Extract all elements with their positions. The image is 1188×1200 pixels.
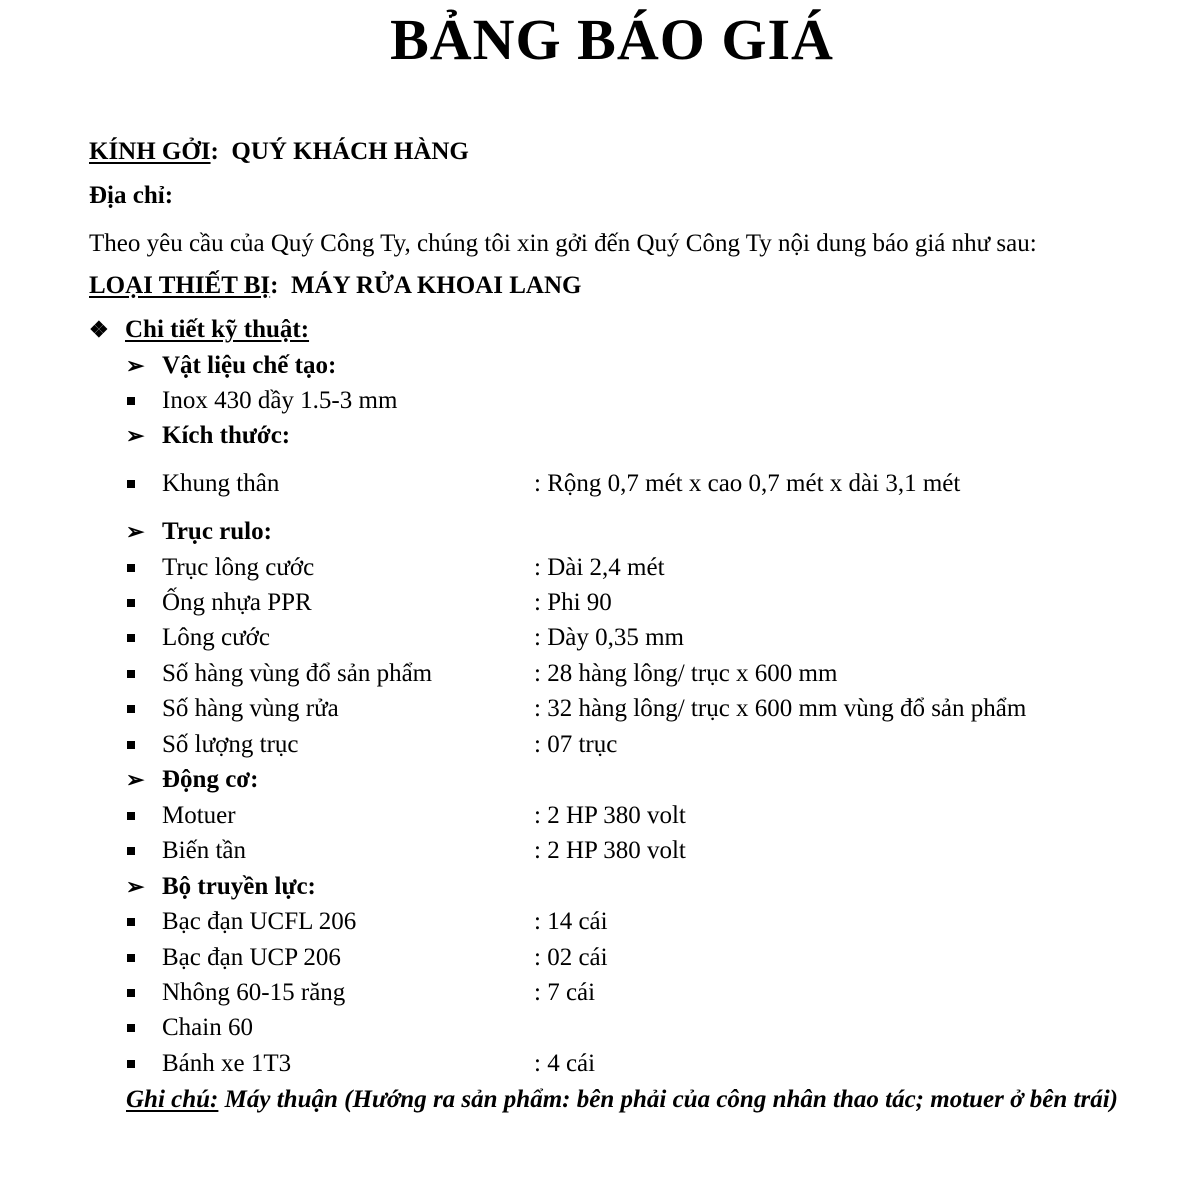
arrow-bullet-icon: ➢ bbox=[126, 519, 145, 544]
document-title: BẢNG BÁO GIÁ bbox=[390, 7, 834, 72]
square-bullet-icon bbox=[127, 634, 135, 642]
item-label: Lông cước bbox=[162, 624, 270, 651]
list-item bbox=[0, 978, 1188, 1008]
item-value: : Rộng 0,7 mét x cao 0,7 mét x dài 3,1 mét bbox=[534, 470, 961, 497]
item-label: Chain 60 bbox=[162, 1014, 253, 1041]
specs-heading-row bbox=[0, 315, 1188, 345]
square-bullet-icon bbox=[127, 812, 135, 820]
item-value: : Phi 90 bbox=[534, 589, 612, 616]
arrow-bullet-icon: ➢ bbox=[126, 767, 145, 792]
square-bullet-icon bbox=[127, 480, 135, 488]
item-label: Nhông 60-15 răng bbox=[162, 979, 346, 1006]
square-bullet-icon bbox=[127, 564, 135, 572]
section-size-heading-row bbox=[0, 421, 1188, 451]
note bbox=[126, 1083, 1156, 1117]
intro-text: Theo yêu cầu của Quý Công Ty, chúng tôi xin gởi đến Quý Công Ty nội dung báo giá như sau: bbox=[89, 230, 1037, 257]
list-item bbox=[0, 694, 1188, 724]
square-bullet-icon bbox=[127, 670, 135, 678]
item-label: Bánh xe 1T3 bbox=[162, 1050, 292, 1077]
item-value: : 02 cái bbox=[534, 944, 608, 971]
recipient-line bbox=[89, 137, 469, 167]
recipient-colon: : bbox=[210, 138, 219, 165]
item-value: : 07 trục bbox=[534, 731, 618, 758]
item-value: : 28 hàng lông/ trục x 600 mm bbox=[534, 660, 838, 687]
item-label: Bạc đạn UCFL 206 bbox=[162, 908, 357, 935]
section-transmission-heading: Bộ truyền lực: bbox=[162, 873, 316, 900]
item-value: : 7 cái bbox=[534, 979, 596, 1006]
square-bullet-icon bbox=[127, 599, 135, 607]
specs-heading: Chi tiết kỹ thuật: bbox=[125, 316, 310, 343]
section-material-heading-row bbox=[0, 351, 1188, 381]
section-size-heading: Kích thước: bbox=[162, 422, 291, 449]
equipment-label: LOẠI THIẾT BỊ bbox=[89, 272, 271, 299]
list-item bbox=[0, 1049, 1188, 1079]
item-value: : Dài 2,4 mét bbox=[534, 554, 665, 581]
section-material-heading: Vật liệu chế tạo: bbox=[162, 352, 337, 379]
list-item bbox=[0, 623, 1188, 653]
item-value: : 14 cái bbox=[534, 908, 608, 935]
item-value: : 32 hàng lông/ trục x 600 mm vùng đổ sản phẩm bbox=[534, 695, 1027, 722]
square-bullet-icon bbox=[127, 741, 135, 749]
list-item bbox=[0, 1013, 1188, 1043]
section-roller-heading: Trục rulo: bbox=[162, 518, 272, 545]
list-item bbox=[0, 836, 1188, 866]
square-bullet-icon bbox=[127, 954, 135, 962]
address-label: Địa chỉ: bbox=[89, 182, 174, 209]
square-bullet-icon bbox=[127, 1024, 135, 1032]
item-label: Số hàng vùng rửa bbox=[162, 695, 339, 722]
arrow-bullet-icon: ➢ bbox=[126, 353, 145, 378]
item-label: Số lượng trục bbox=[162, 731, 299, 758]
arrow-bullet-icon: ➢ bbox=[126, 874, 145, 899]
square-bullet-icon bbox=[127, 847, 135, 855]
equipment-line bbox=[89, 271, 581, 301]
item-label: Trục lông cước bbox=[162, 554, 315, 581]
item-value: : 2 HP 380 volt bbox=[534, 837, 686, 864]
section-roller-heading-row bbox=[0, 517, 1188, 547]
item-label: Biến tần bbox=[162, 837, 247, 864]
list-item bbox=[0, 730, 1188, 760]
note-text: Máy thuận (Hướng ra sản phẩm: bên phải của công nhân thao tác; motuer ở bên trái) bbox=[218, 1086, 1118, 1113]
recipient-label: KÍNH GỞI bbox=[89, 138, 211, 165]
list-item bbox=[0, 386, 1188, 416]
recipient-value: QUÝ KHÁCH HÀNG bbox=[231, 138, 469, 165]
note-label: Ghi chú: bbox=[126, 1086, 219, 1113]
item-label: Ống nhựa PPR bbox=[162, 589, 312, 616]
item-label: Khung thân bbox=[162, 470, 280, 497]
square-bullet-icon bbox=[127, 989, 135, 997]
list-item bbox=[0, 469, 1188, 499]
list-item bbox=[0, 553, 1188, 583]
section-motor-heading-row bbox=[0, 765, 1188, 795]
equipment-value: MÁY RỬA KHOAI LANG bbox=[290, 272, 582, 299]
item-value: : Dày 0,35 mm bbox=[534, 624, 684, 651]
section-motor-heading: Động cơ: bbox=[162, 766, 259, 793]
square-bullet-icon bbox=[127, 705, 135, 713]
list-item bbox=[0, 801, 1188, 831]
item-label: Số hàng vùng đổ sản phẩm bbox=[162, 660, 433, 687]
item-label: Inox 430 dầy 1.5-3 mm bbox=[162, 387, 398, 414]
equipment-colon: : bbox=[270, 272, 279, 299]
item-value: : 2 HP 380 volt bbox=[534, 802, 686, 829]
item-label: Motuer bbox=[162, 802, 236, 829]
section-transmission-heading-row bbox=[0, 872, 1188, 902]
square-bullet-icon bbox=[127, 918, 135, 926]
list-item bbox=[0, 943, 1188, 973]
item-value: : 4 cái bbox=[534, 1050, 596, 1077]
list-item bbox=[0, 659, 1188, 689]
square-bullet-icon bbox=[127, 397, 135, 405]
arrow-bullet-icon: ➢ bbox=[126, 423, 145, 448]
item-label: Bạc đạn UCP 206 bbox=[162, 944, 341, 971]
list-item bbox=[0, 907, 1188, 937]
diamond-bullet-icon: ❖ bbox=[89, 317, 109, 342]
square-bullet-icon bbox=[127, 1060, 135, 1068]
list-item bbox=[0, 588, 1188, 618]
